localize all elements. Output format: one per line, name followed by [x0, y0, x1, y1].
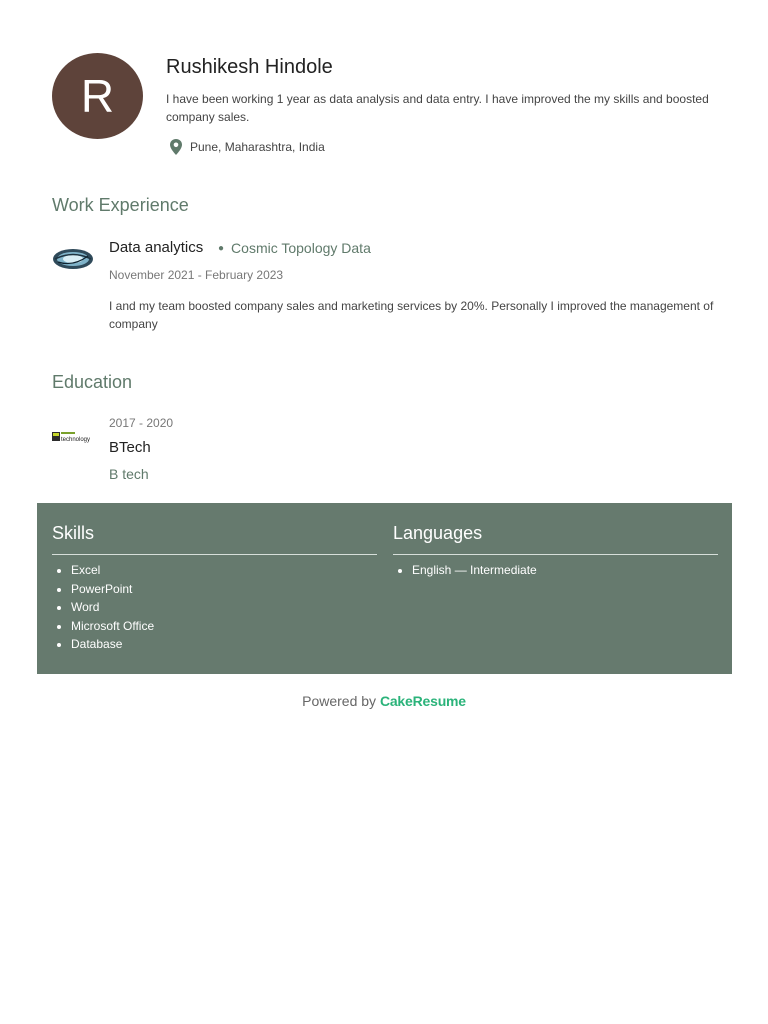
work-experience-title: Work Experience — [52, 195, 189, 215]
skill-item: • Microsoft Office — [71, 617, 377, 636]
skill-item: • Word — [71, 598, 377, 617]
skills-list — [52, 561, 377, 654]
languages-title: Languages — [393, 523, 718, 555]
cakeresume-logo[interactable]: CakeResume — [379, 693, 466, 709]
education-degree: BTech — [109, 439, 151, 456]
skills-column — [52, 523, 377, 654]
job-company-row — [218, 240, 371, 256]
skill-item: • PowerPoint — [71, 580, 377, 599]
school-logo-text: technology — [61, 437, 91, 443]
job-title: Data analytics — [109, 239, 204, 256]
languages-column — [393, 523, 718, 580]
separator-dot-icon: ● — [218, 242, 225, 254]
skills-title: Skills — [52, 523, 377, 555]
school-logo — [52, 431, 95, 443]
education-years: 2017 - 2020 — [109, 416, 174, 430]
location-text: Pune, Maharashtra, India — [190, 140, 325, 154]
education-title: Education — [52, 372, 133, 392]
avatar-initial: R — [80, 70, 115, 122]
education-field: B tech — [109, 466, 149, 482]
skills-languages-panel — [37, 503, 732, 674]
job-description: I and my team boosted company sales and marketing services by 20%. Personally I improved the management of company — [109, 299, 714, 331]
language-item: • English — Intermediate — [412, 561, 718, 580]
powered-by-footer[interactable] — [0, 693, 768, 709]
avatar — [52, 53, 143, 139]
languages-list — [393, 561, 718, 580]
profile-name: Rushikesh Hindole — [166, 56, 333, 78]
profile-location — [168, 138, 325, 156]
job-company: Cosmic Topology Data — [231, 240, 371, 256]
powered-by-text: Powered by — [302, 693, 377, 709]
location-pin-icon — [168, 138, 184, 156]
skill-item: • Excel — [71, 561, 377, 580]
skill-item: • Database — [71, 635, 377, 654]
profile-summary: I have been working 1 year as data analysis and data entry. I have improved the my skills and boosted company sales. — [166, 92, 709, 124]
job-dates: November 2021 - February 2023 — [109, 268, 284, 282]
company-logo — [52, 247, 94, 271]
